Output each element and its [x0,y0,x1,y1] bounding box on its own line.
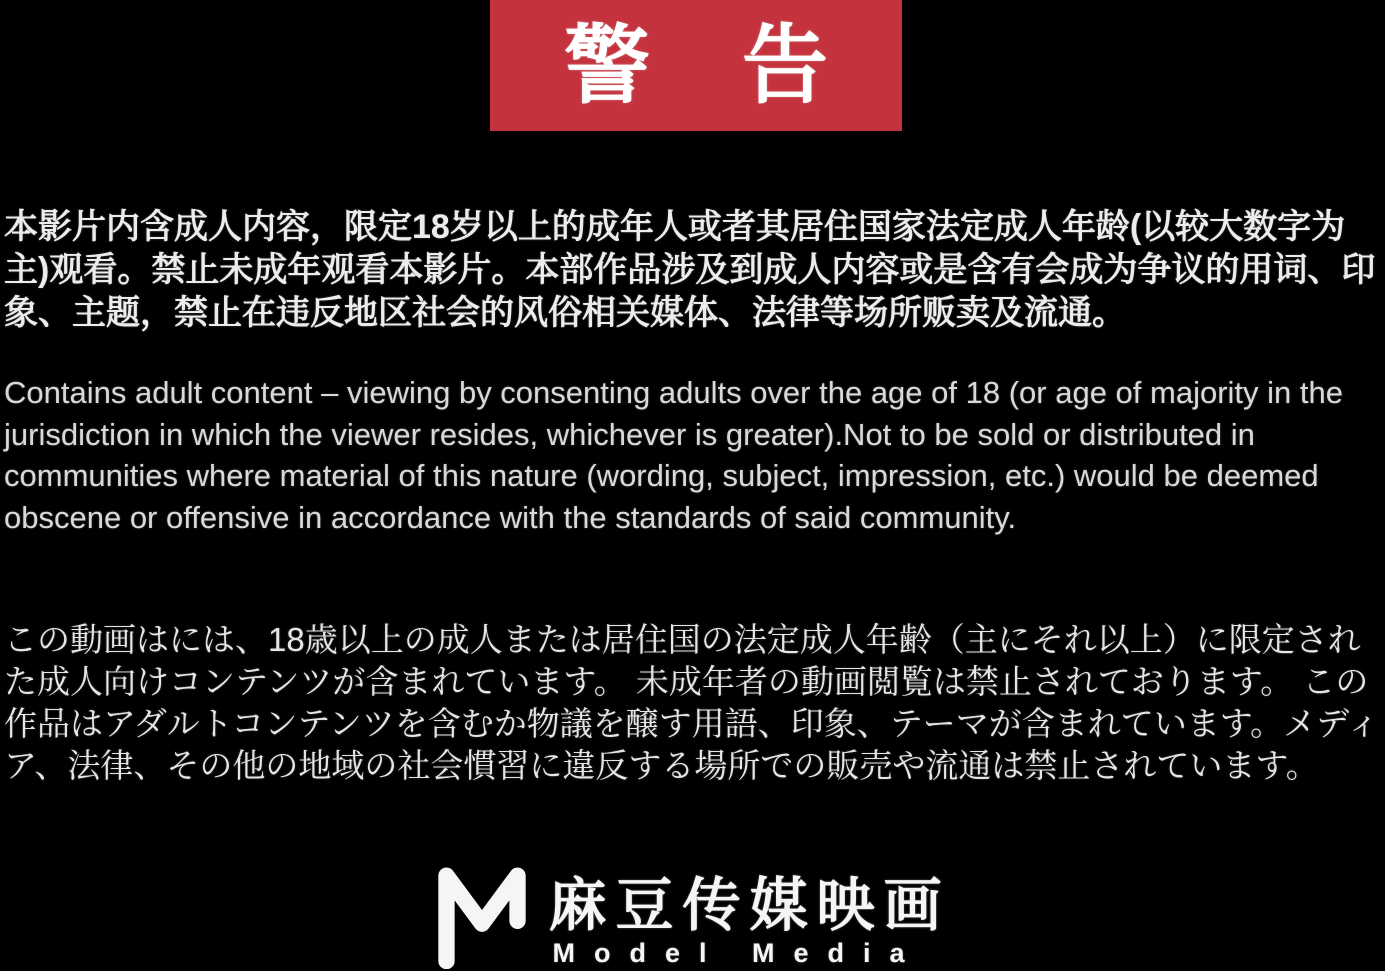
brand-name-en: Model Media [552,938,924,969]
brand-logo [0,863,1385,969]
brand-name-cjk: 麻豆传媒映画 [548,872,951,938]
disclaimer-english: Contains adult content – viewing by consenting adults over the age of 18 (or age of majority in the jurisdiction in which the viewer resides, whichever is greater).Not to be sold or distributed in communities where material of this nature (wording, subject, impression, etc.) would be deemed obscene or offensive in accordance with the standards of said community. [4,375,1343,535]
disclaimer-japanese: この動画はには、18歳以上の成人または居住国の法定成人年齢（主にそれ以上）に限定された成人向けコンテンツが含まれています。 未成年者の動画閲覧は禁止されております。 この作品はアダルトコンテンツを含むか物議を醸す用語、印象、テーマが含まれています。メディア、法律、その他の地域の社会慣習に違反する場所での販売や流通は禁止されています。 [4,621,1380,784]
brand-text-block [548,874,950,969]
model-media-m-icon [434,863,530,969]
warning-banner [490,0,902,131]
warning-title: 警 告 [564,17,862,114]
disclaimer-chinese: 本影片内含成人内容，限定18岁以上的成年人或者其居住国家法定成人年龄(以较大数字为主)观看。禁止未成年观看本影片。本部作品涉及到成人内容或是含有会成为争议的用词、印象、主题，禁止在违反地区社会的风俗相关媒体、法律等场所贩卖及流通。 [4,208,1376,332]
